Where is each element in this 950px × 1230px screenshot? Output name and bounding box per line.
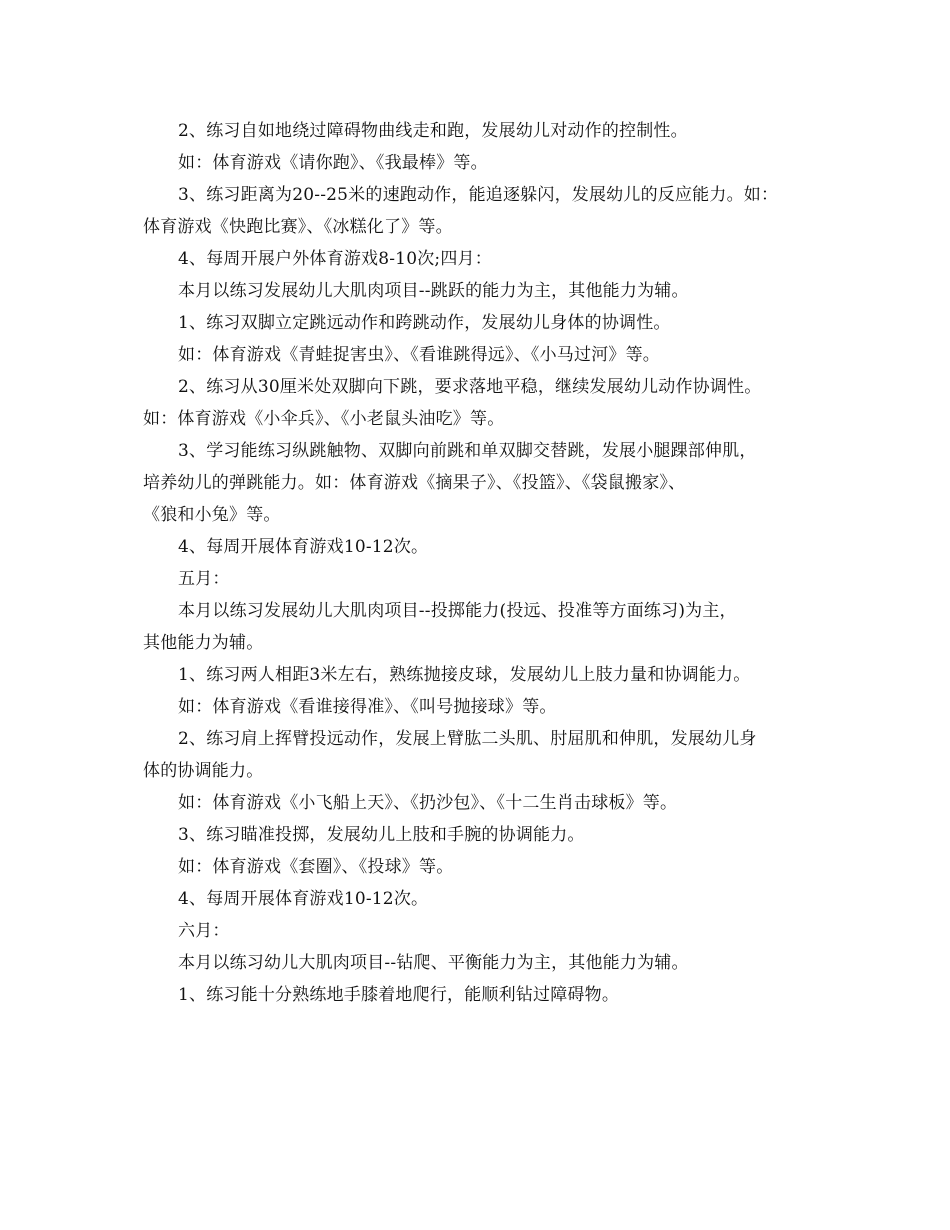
text-line: 4、每周开展户外体育游戏8-10次;四月：	[178, 249, 492, 269]
text-line: 本月以练习发展幼儿大肌肉项目--投掷能力(投远、投准等方面练习)为主，	[178, 601, 737, 621]
text-line: 如：体育游戏《青蛙捉害虫》、《看谁跳得远》、《小马过河》等。	[178, 345, 660, 365]
text-line: 2、练习肩上挥臂投远动作，发展上臂肱二头肌、肘屈肌和伸肌，发展幼儿身	[178, 729, 757, 749]
text-line: 如：体育游戏《看谁接得准》、《叫号抛接球》等。	[178, 697, 557, 717]
text-line: 如：体育游戏《请你跑》、《我最棒》等。	[178, 153, 488, 173]
text-line: 2、练习自如地绕过障碍物曲线走和跑，发展幼儿对动作的控制性。	[178, 121, 688, 141]
text-line: 3、练习瞄准投掷，发展幼儿上肢和手腕的协调能力。	[178, 825, 585, 845]
text-line: 1、练习能十分熟练地手膝着地爬行，能顺利钻过障碍物。	[178, 985, 620, 1005]
section-heading-june: 六月：	[178, 921, 230, 941]
text-line: 1、练习两人相距3米左右，熟练抛接皮球，发展幼儿上肢力量和协调能力。	[178, 665, 751, 685]
text-line: 2、练习从30厘米处双脚向下跳，要求落地平稳，继续发展幼儿动作协调性。	[178, 377, 762, 397]
text-line: 其他能力为辅。	[143, 633, 264, 653]
section-heading-may: 五月：	[178, 569, 230, 589]
document-body	[143, 119, 833, 1015]
text-line: 如：体育游戏《套圈》、《投球》等。	[178, 857, 454, 877]
text-line: 本月以练习发展幼儿大肌肉项目--跳跃的能力为主，其他能力为辅。	[178, 281, 689, 301]
text-line: 4、每周开展体育游戏10-12次。	[178, 537, 429, 557]
text-line: 如：体育游戏《小伞兵》、《小老鼠头油吃》等。	[143, 409, 505, 429]
text-line: 本月以练习幼儿大肌肉项目--钻爬、平衡能力为主，其他能力为辅。	[178, 953, 689, 973]
text-line: 1、练习双脚立定跳远动作和跨跳动作，发展幼儿身体的协调性。	[178, 313, 671, 333]
text-line: 如：体育游戏《小飞船上天》、《扔沙包》、《十二生肖击球板》等。	[178, 793, 678, 813]
text-line: 体育游戏《快跑比赛》、《冰糕化了》等。	[143, 217, 453, 237]
text-line: 培养幼儿的弹跳能力。如：体育游戏《摘果子》、《投篮》、《袋鼠搬家》、	[143, 473, 686, 493]
text-line: 《狼和小兔》等。	[143, 505, 281, 525]
text-line: 3、练习距离为20--25米的速跑动作，能追逐躲闪，发展幼儿的反应能力。如：	[178, 185, 779, 205]
text-line: 体的协调能力。	[143, 761, 264, 781]
text-line: 3、学习能练习纵跳触物、双脚向前跳和单双脚交替跳，发展小腿踝部伸肌，	[178, 441, 757, 461]
text-line: 4、每周开展体育游戏10-12次。	[178, 889, 429, 909]
